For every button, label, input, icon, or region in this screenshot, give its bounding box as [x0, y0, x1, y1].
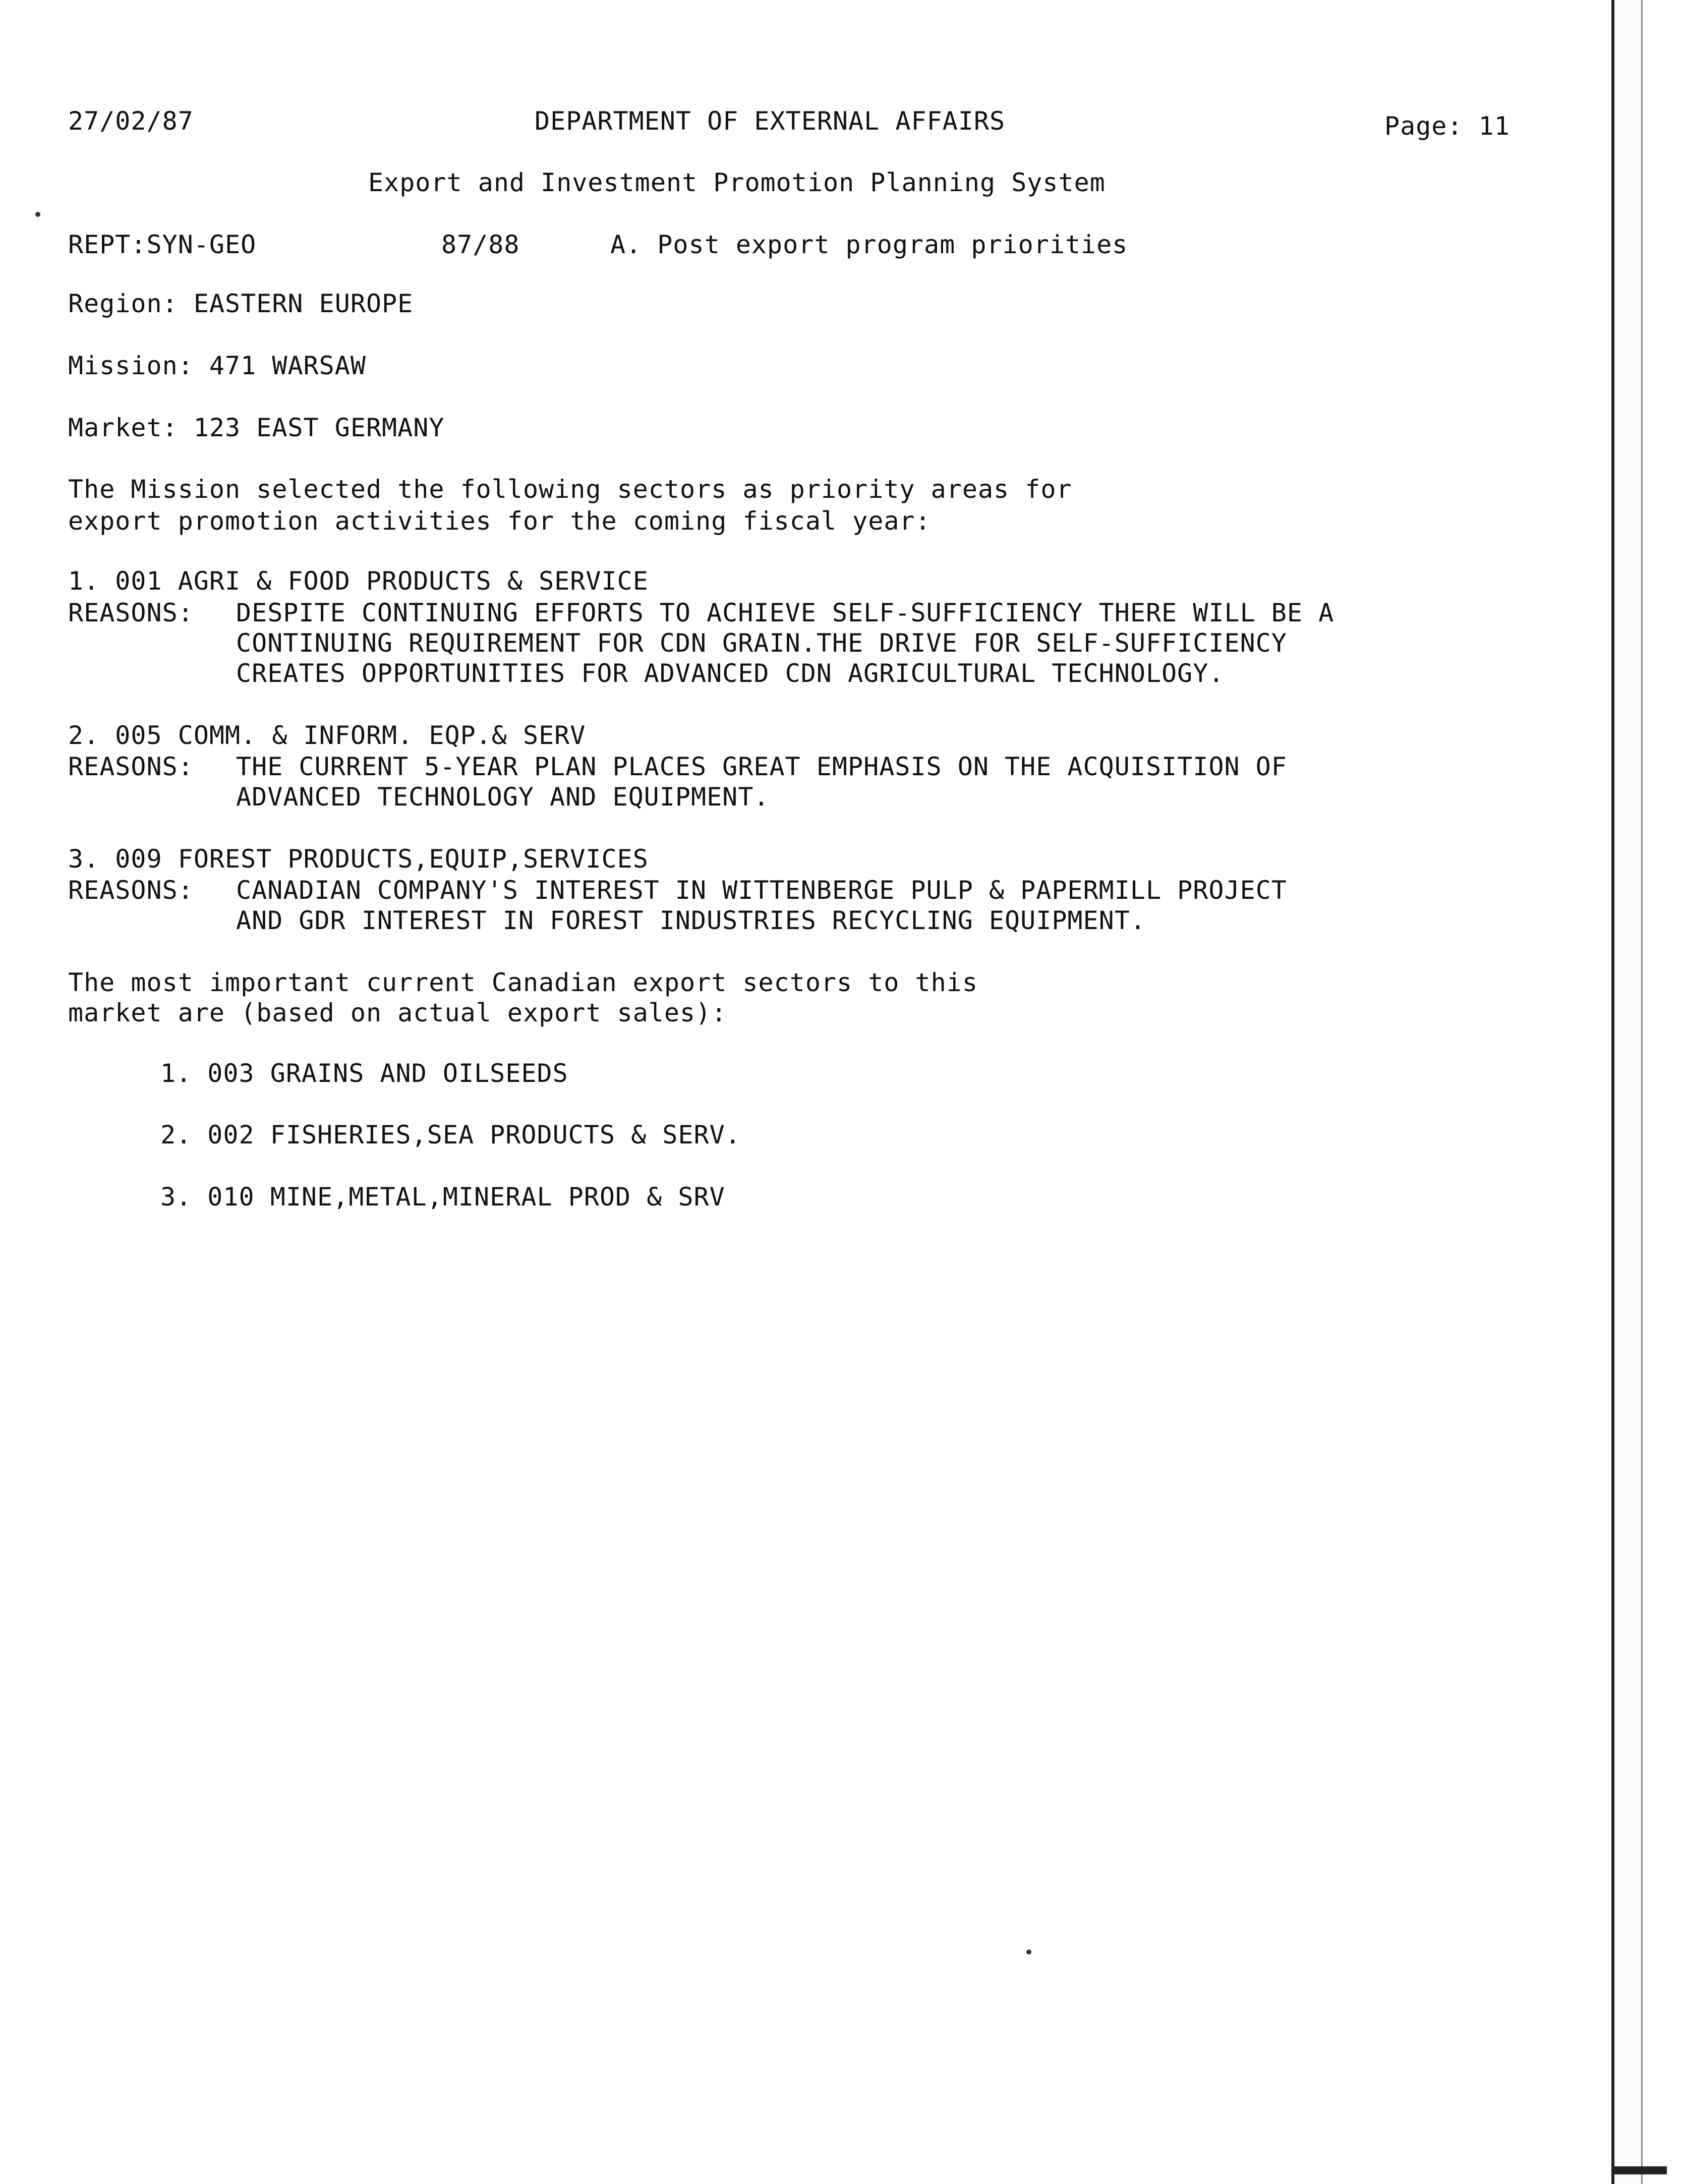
sales-sector-2: 2. 002 FISHERIES,SEA PRODUCTS & SERV.	[160, 1120, 741, 1150]
scan-right-edge	[1611, 0, 1643, 2184]
priority-2-reasons-label: REASONS:	[68, 752, 194, 781]
priority-2-reason-line-1: THE CURRENT 5-YEAR PLAN PLACES GREAT EMPHASIS ON THE ACQUISITION OF	[236, 752, 1287, 781]
priority-1-reasons-label: REASONS:	[68, 598, 194, 627]
scan-speck	[35, 212, 40, 217]
mission-line: Mission: 471 WARSAW	[68, 351, 366, 380]
market-line: Market: 123 EAST GERMANY	[68, 413, 445, 442]
department-title: DEPARTMENT OF EXTERNAL AFFAIRS	[535, 106, 1006, 136]
priority-3-reason-line-2: AND GDR INTEREST IN FOREST INDUSTRIES RECYCLING EQUIPMENT.	[236, 906, 1146, 935]
priority-1-reason-line-1: DESPITE CONTINUING EFFORTS TO ACHIEVE SELF-SUFFICIENCY THERE WILL BE A	[236, 598, 1334, 627]
scan-speck	[1026, 1949, 1031, 1955]
priority-3-reasons-label: REASONS:	[68, 876, 194, 905]
report-code: REPT:SYN-GEO	[68, 230, 257, 259]
region-line: Region: EASTERN EUROPE	[68, 289, 414, 318]
intro-line-2: export promotion activities for the coming fiscal year:	[68, 506, 931, 536]
scan-right-edge-cap	[1611, 2166, 1667, 2174]
priority-3-reason-line-1: CANADIAN COMPANY'S INTEREST IN WITTENBERGE PULP & PAPERMILL PROJECT	[236, 876, 1287, 905]
report-date: 27/02/87	[68, 106, 194, 136]
sales-intro-line-2: market are (based on actual export sales):	[68, 998, 727, 1027]
priority-2-reason-line-2: ADVANCED TECHNOLOGY AND EQUIPMENT.	[236, 782, 770, 812]
fiscal-year: 87/88	[441, 230, 520, 259]
intro-line-1: The Mission selected the following sectors as priority areas for	[68, 475, 1072, 504]
priority-1-reason-line-3: CREATES OPPORTUNITIES FOR ADVANCED CDN AGRICULTURAL TECHNOLOGY.	[236, 659, 1225, 688]
section-title: A. Post export program priorities	[610, 230, 1128, 259]
system-title: Export and Investment Promotion Planning System	[368, 168, 1106, 197]
priority-2-title: 2. 005 COMM. & INFORM. EQP.& SERV	[68, 721, 586, 750]
sales-sector-3: 3. 010 MINE,METAL,MINERAL PROD & SRV	[160, 1182, 725, 1212]
sales-intro-line-1: The most important current Canadian export sectors to this	[68, 968, 978, 997]
priority-1-title: 1. 001 AGRI & FOOD PRODUCTS & SERVICE	[68, 566, 649, 596]
sales-sector-1: 1. 003 GRAINS AND OILSEEDS	[160, 1059, 568, 1088]
priority-1-reason-line-2: CONTINUING REQUIREMENT FOR CDN GRAIN.THE DRIVE FOR SELF-SUFFICIENCY	[236, 628, 1287, 658]
page-number: Page: 11	[1384, 111, 1510, 141]
priority-3-title: 3. 009 FOREST PRODUCTS,EQUIP,SERVICES	[68, 844, 649, 874]
